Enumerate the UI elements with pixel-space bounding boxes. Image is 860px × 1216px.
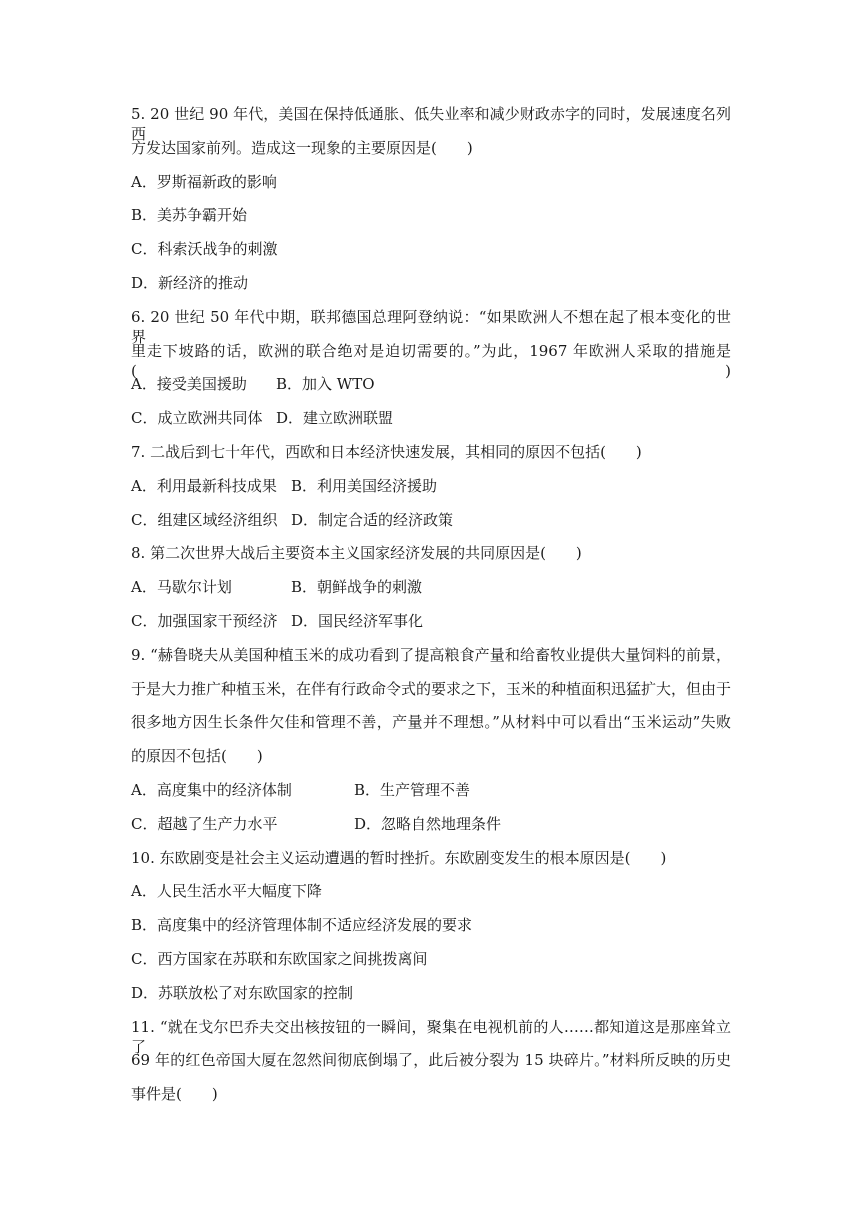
option-b: B．生产管理不善 bbox=[354, 780, 471, 799]
option-b: B．美苏争霸开始 bbox=[131, 206, 248, 225]
option-row bbox=[131, 814, 731, 834]
option-d: D．制定合适的经济政策 bbox=[291, 510, 454, 529]
question-stem-line: 7. 二战后到七十年代，西欧和日本经济快速发展，其相同的原因不包括( ) bbox=[131, 442, 642, 461]
question-stem-line: 方发达国家前列。造成这一现象的主要原因是( ) bbox=[131, 138, 473, 157]
question-stem-line: 事件是( ) bbox=[131, 1085, 218, 1104]
option-b: B．利用美国经济援助 bbox=[291, 476, 438, 495]
question-stem-line: 8. 第二次世界大战后主要资本主义国家经济发展的共同原因是( ) bbox=[131, 544, 582, 563]
option-c: C．加强国家干预经济 bbox=[131, 611, 278, 630]
question-stem-line: 的原因不包括( ) bbox=[131, 747, 263, 766]
option-d: D．新经济的推动 bbox=[131, 273, 249, 292]
option-a: A．人民生活水平大幅度下降 bbox=[131, 882, 322, 901]
option-row bbox=[131, 577, 731, 597]
option-d: D．苏联放松了对东欧国家的控制 bbox=[131, 983, 354, 1002]
option-a: A．高度集中的经济体制 bbox=[131, 780, 292, 799]
option-c: C．成立欧洲共同体 bbox=[131, 409, 263, 428]
question-7 bbox=[131, 442, 731, 530]
option-d: D．国民经济军事化 bbox=[291, 611, 424, 630]
option-b: B．加入 WTO bbox=[276, 375, 375, 394]
option-c: C．超越了生产力水平 bbox=[131, 814, 278, 833]
question-stem-line: 很多地方因生长条件欠佳和管理不善，产量并不理想。”从材料中可以看出“玉米运动”失败 bbox=[131, 713, 731, 732]
option-row bbox=[131, 408, 731, 428]
question-stem-line: 9. “赫鲁晓夫从美国种植玉米的成功看到了提高粮食产量和给畜牧业提供大量饲料的前景， bbox=[131, 645, 731, 664]
question-8 bbox=[131, 543, 731, 631]
option-row bbox=[131, 476, 731, 496]
question-10 bbox=[131, 848, 731, 1003]
option-d: D．忽略自然地理条件 bbox=[354, 814, 502, 833]
option-a: A．接受美国援助 bbox=[131, 375, 247, 394]
exam-page bbox=[131, 104, 731, 1118]
question-stem-line: 5. 20 世纪 90 年代，美国在保持低通胀、低失业率和减少财政赤字的同时，发展速度名列西 bbox=[131, 105, 731, 143]
option-c: C．组建区域经济组织 bbox=[131, 510, 278, 529]
option-a: A．马歇尔计划 bbox=[131, 578, 232, 597]
option-row bbox=[131, 780, 731, 800]
question-9 bbox=[131, 645, 731, 834]
question-stem-line: 69 年的红色帝国大厦在忽然间彻底倒塌了，此后被分裂为 15 块碎片。”材料所反映的历史 bbox=[131, 1051, 731, 1070]
option-a: A．罗斯福新政的影响 bbox=[131, 172, 277, 191]
question-stem-line: 6. 20 世纪 50 年代中期，联邦德国总理阿登纳说：“如果欧洲人不想在起了根本变化的世界 bbox=[131, 307, 731, 346]
option-row bbox=[131, 510, 731, 530]
question-stem-line: 10. 东欧剧变是社会主义运动遭遇的暂时挫折。东欧剧变发生的根本原因是( ) bbox=[131, 848, 667, 867]
question-5 bbox=[131, 104, 731, 293]
option-d: D．建立欧洲联盟 bbox=[276, 409, 394, 428]
option-row bbox=[131, 611, 731, 631]
question-stem-line: 11. “就在戈尔巴乔夫交出核按钮的一瞬间，聚集在电视机前的人……都知道这是那座耸立了 bbox=[131, 1017, 731, 1056]
option-c: C．科索沃战争的刺激 bbox=[131, 240, 278, 259]
option-c: C．西方国家在苏联和东欧国家之间挑拨离间 bbox=[131, 949, 428, 968]
question-stem-line: 于是大力推广种植玉米，在伴有行政命令式的要求之下，玉米的种植面积迅猛扩大，但由于 bbox=[131, 679, 732, 698]
option-b: B．高度集中的经济管理体制不适应经济发展的要求 bbox=[131, 916, 473, 935]
option-row bbox=[131, 374, 731, 394]
question-stem-line: 里走下坡路的话，欧洲的联合绝对是迫切需要的。”为此，1967 年欧洲人采取的措施是( ) bbox=[131, 341, 731, 380]
question-11 bbox=[131, 1017, 731, 1105]
question-6 bbox=[131, 307, 731, 428]
option-a: A．利用最新科技成果 bbox=[131, 476, 277, 495]
option-b: B．朝鲜战争的刺激 bbox=[291, 578, 423, 597]
